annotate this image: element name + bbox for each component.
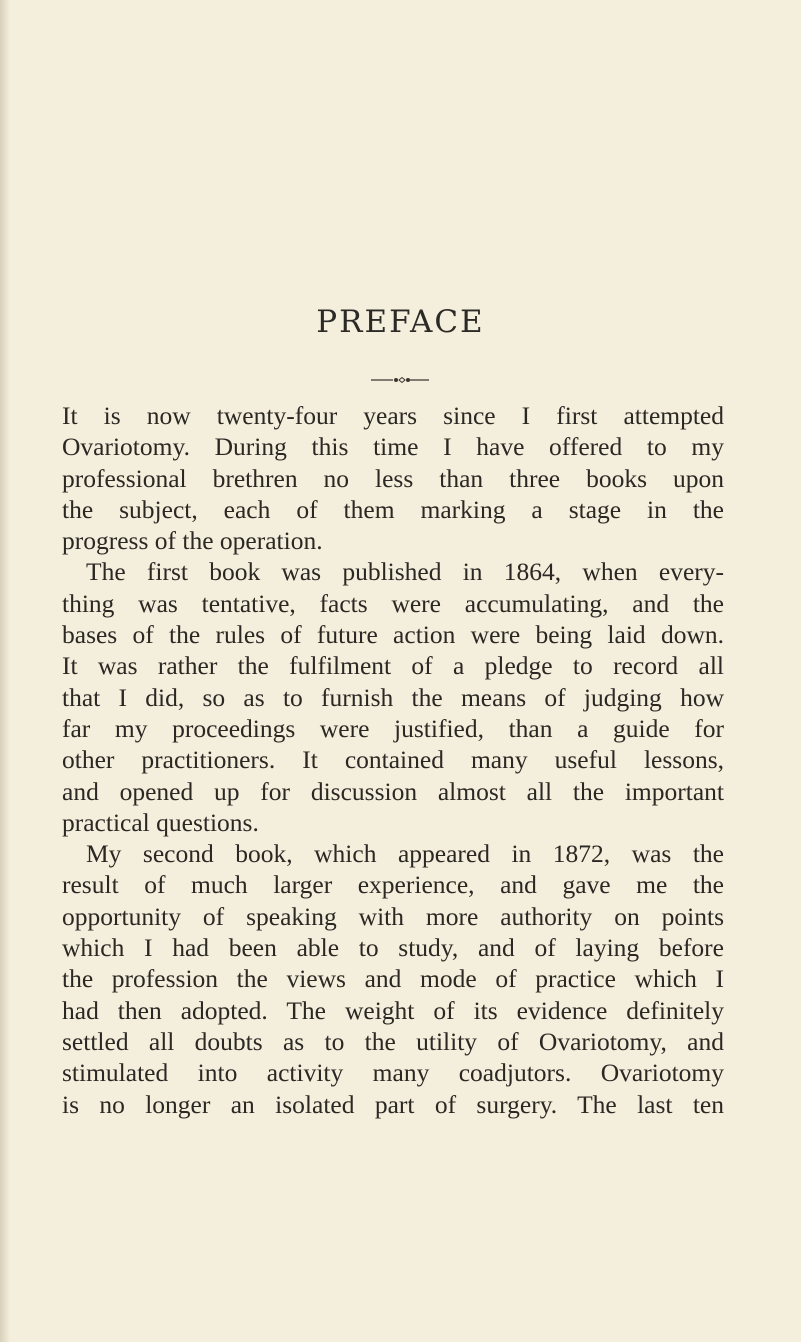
text-line: stimulated into activity many coadjutors. Ovariotomy (62, 1058, 724, 1088)
text-line: and opened up for discussion almost all the important (62, 776, 724, 806)
text-line: settled all doubts as to the utility of Ovariotomy, and (62, 1026, 724, 1056)
text-line: is no longer an isolated part of surgery. The last ten (62, 1089, 724, 1119)
text-line: opportunity of speaking with more authority on points (62, 901, 724, 931)
text-line: result of much larger experience, and gave me the (62, 870, 724, 900)
text-line: practical questions. (62, 807, 259, 837)
text-line: It was rather the fulfilment of a pledge to record all (62, 651, 724, 681)
text-line: Ovariotomy. During this time I have offered to my (62, 432, 724, 462)
text-line: progress of the operation. (62, 526, 323, 556)
ornament-divider (371, 376, 429, 384)
text-line: had then adopted. The weight of its evidence definitely (62, 995, 724, 1025)
text-line: My second book, which appeared in 1872, was the (86, 839, 724, 869)
text-line: which I had been able to study, and of laying before (62, 933, 724, 963)
text-line: The first book was published in 1864, when every- (86, 557, 724, 587)
preface-body (62, 400, 724, 1120)
text-line: the subject, each of them marking a stage in the (62, 494, 724, 524)
page-heading: PREFACE (316, 304, 485, 340)
text-line: that I did, so as to furnish the means of judging how (62, 682, 724, 712)
text-line: thing was tentative, facts were accumulating, and the (62, 588, 724, 618)
text-line: professional brethren no less than three books upon (62, 463, 724, 493)
text-line: bases of the rules of future action were being laid down. (62, 620, 724, 650)
text-line: It is now twenty-four years since I first attempted (62, 401, 724, 430)
page-gutter-shadow (0, 0, 10, 1342)
text-line: other practitioners. It contained many useful lessons, (62, 745, 724, 775)
text-line: far my proceedings were justified, than a guide for (62, 713, 724, 743)
text-line: the profession the views and mode of practice which I (62, 964, 724, 994)
